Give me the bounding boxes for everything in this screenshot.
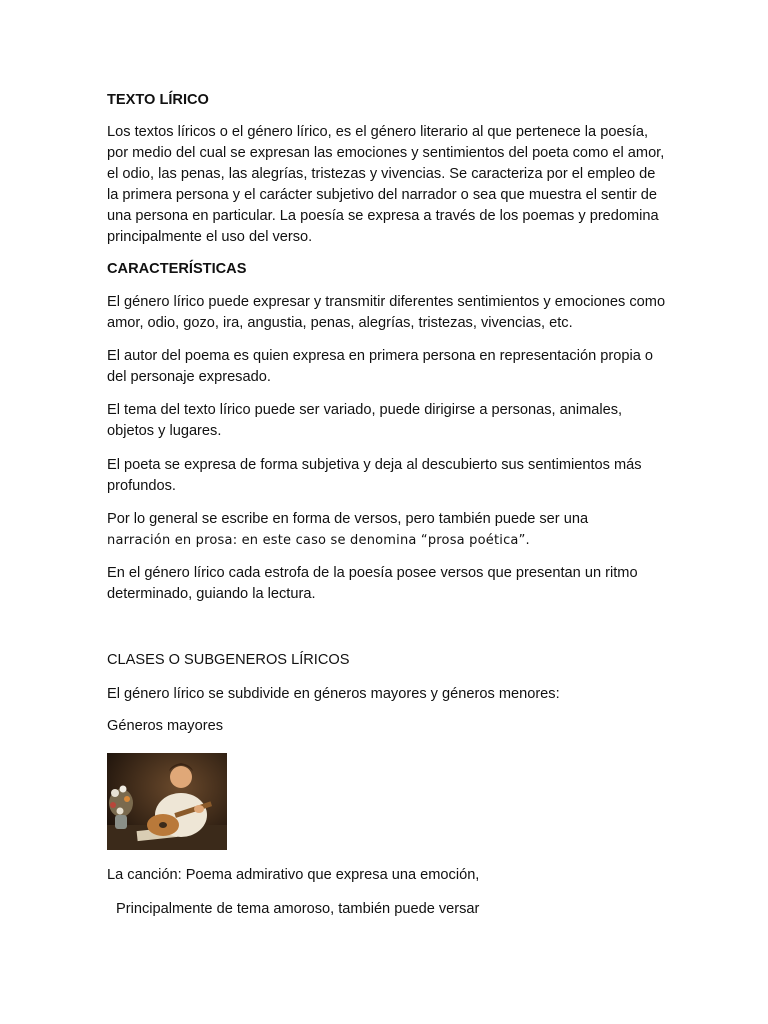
paragraph-5-line-2: narración en prosa: en este caso se denomina “prosa poética”. <box>107 533 530 548</box>
characteristic-paragraph-2: El autor del poema es quien expresa en primera persona en representación propia o del personaje expresado. <box>107 348 653 385</box>
characteristic-paragraph-6: En el género lírico cada estrofa de la poesía posee versos que presentan un ritmo determinado, guiando la lectura. <box>107 565 638 602</box>
characteristic-paragraph-5 <box>107 509 667 551</box>
cancion-line: La canción: Poema admirativo que expresa una emoción, <box>107 867 480 883</box>
intro-paragraph: Los textos líricos o el género lírico, es el género literario al que pertenece la poesía, por medio del cual se expresan las emociones y sentimientos del poeta como el amor, el odio, las penas, las alegrías, tristezas y vivencias. Se caracteriza por el empleo de la primera persona y el carácter subjetivo del narrador o sea que muestra el sentir de una persona en particular. La poesía se expresa a través de los poemas y predomina principalmente el uso del verso. <box>107 124 665 245</box>
classes-intro: El género lírico se subdivide en géneros mayores y géneros menores: <box>107 686 560 702</box>
paragraph-5-line-1: Por lo general se escribe en forma de versos, pero también puede ser una <box>107 511 589 527</box>
characteristics-heading: CARACTERÍSTICAS <box>107 261 247 277</box>
characteristic-paragraph-3: El tema del texto lírico puede ser variado, puede dirigirse a personas, animales, objetos y lugares. <box>107 402 623 439</box>
characteristic-paragraph-4: El poeta se expresa de forma subjetiva y deja al descubierto sus sentimientos más profundos. <box>107 457 642 494</box>
painting-image <box>107 753 227 850</box>
major-genres-subheading: Géneros mayores <box>107 718 223 734</box>
characteristic-paragraph-1: El género lírico puede expresar y transmitir diferentes sentimientos y emociones como amor, odio, gozo, ira, angustia, penas, alegrías, tristezas, vivencias, etc. <box>107 294 666 331</box>
cancion-continuation-line: Principalmente de tema amoroso, también puede versar <box>116 901 480 917</box>
section-title: TEXTO LÍRICO <box>107 92 209 108</box>
classes-heading: CLASES O SUBGENEROS LÍRICOS <box>107 652 350 668</box>
lute-player-painting <box>107 753 227 850</box>
